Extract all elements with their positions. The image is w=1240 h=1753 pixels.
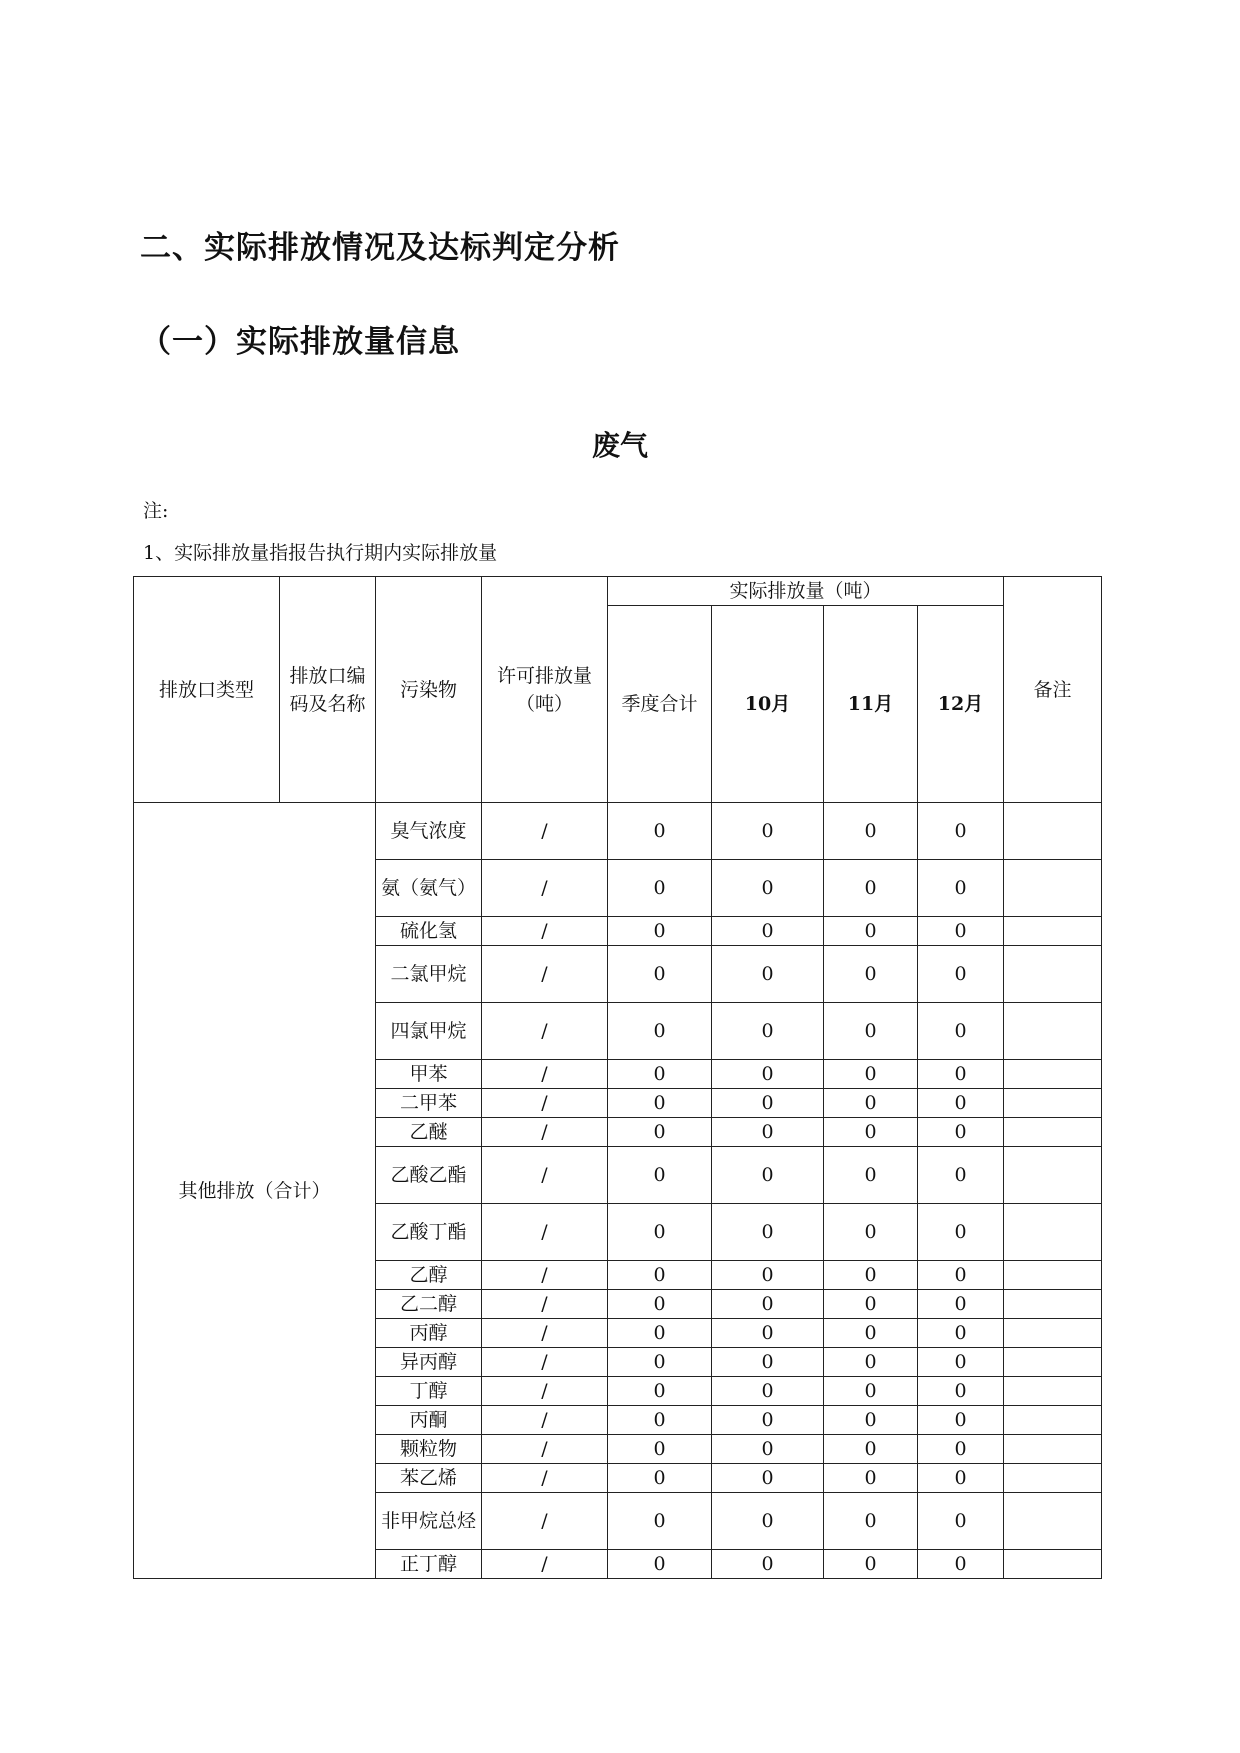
subsection-title: （一）实际排放量信息 <box>140 324 460 360</box>
month-12-cell: 0 <box>918 946 1004 1003</box>
permitted-cell: / <box>482 1493 608 1550</box>
quarter-total-cell: 0 <box>608 1089 712 1118</box>
pollutant-cell: 丙醇 <box>376 1319 482 1348</box>
remarks-cell <box>1004 917 1102 946</box>
section-title: 二、实际排放情况及达标判定分析 <box>140 230 620 266</box>
emissions-table <box>133 576 1102 1579</box>
quarter-total-cell: 0 <box>608 1319 712 1348</box>
remarks-cell <box>1004 1147 1102 1204</box>
remarks-cell <box>1004 1118 1102 1147</box>
month-11-cell: 0 <box>824 803 918 860</box>
month-11-cell: 0 <box>824 1290 918 1319</box>
month-11-cell: 0 <box>824 1435 918 1464</box>
month-12-cell: 0 <box>918 860 1004 917</box>
note-label: 注: <box>143 500 169 522</box>
month-12-cell: 0 <box>918 1493 1004 1550</box>
month-11-cell: 0 <box>824 1406 918 1435</box>
header-pollutant: 污染物 <box>376 577 482 803</box>
month-11-cell: 0 <box>824 1348 918 1377</box>
note-line-1: 1、实际排放量指报告执行期内实际排放量 <box>143 542 498 564</box>
remarks-cell <box>1004 1550 1102 1579</box>
remarks-cell <box>1004 1406 1102 1435</box>
month-11-cell: 0 <box>824 1003 918 1060</box>
pollutant-cell: 苯乙烯 <box>376 1464 482 1493</box>
month-12-cell: 0 <box>918 1348 1004 1377</box>
month-11-cell: 0 <box>824 1550 918 1579</box>
quarter-total-cell: 0 <box>608 1464 712 1493</box>
month-10-cell: 0 <box>712 1204 824 1261</box>
month-12-cell: 0 <box>918 1435 1004 1464</box>
permitted-cell: / <box>482 1290 608 1319</box>
month-12-cell: 0 <box>918 1290 1004 1319</box>
pollutant-cell: 丁醇 <box>376 1377 482 1406</box>
month-10-cell: 0 <box>712 1290 824 1319</box>
remarks-cell <box>1004 1377 1102 1406</box>
month-10-cell: 0 <box>712 1003 824 1060</box>
permitted-cell: / <box>482 1319 608 1348</box>
remarks-cell <box>1004 1003 1102 1060</box>
quarter-total-cell: 0 <box>608 946 712 1003</box>
month-10-cell: 0 <box>712 1493 824 1550</box>
permitted-cell: / <box>482 1118 608 1147</box>
pollutant-cell: 甲苯 <box>376 1060 482 1089</box>
quarter-total-cell: 0 <box>608 1118 712 1147</box>
quarter-total-cell: 0 <box>608 1060 712 1089</box>
month-12-cell: 0 <box>918 1060 1004 1089</box>
pollutant-cell: 乙二醇 <box>376 1290 482 1319</box>
permitted-cell: / <box>482 1089 608 1118</box>
remarks-cell <box>1004 946 1102 1003</box>
quarter-total-cell: 0 <box>608 1290 712 1319</box>
month-10-cell: 0 <box>712 860 824 917</box>
header-month-10: 10月 <box>712 606 824 803</box>
month-10-cell: 0 <box>712 1464 824 1493</box>
table-body <box>134 803 1102 1579</box>
month-10-cell: 0 <box>712 1089 824 1118</box>
permitted-cell: / <box>482 946 608 1003</box>
quarter-total-cell: 0 <box>608 860 712 917</box>
month-11-cell: 0 <box>824 1089 918 1118</box>
remarks-cell <box>1004 1204 1102 1261</box>
month-10-cell: 0 <box>712 1550 824 1579</box>
month-12-cell: 0 <box>918 1319 1004 1348</box>
quarter-total-cell: 0 <box>608 1550 712 1579</box>
remarks-cell <box>1004 1319 1102 1348</box>
quarter-total-cell: 0 <box>608 1261 712 1290</box>
table-title: 废气 <box>591 429 648 462</box>
month-10-cell: 0 <box>712 1435 824 1464</box>
month-11-cell: 0 <box>824 860 918 917</box>
pollutant-cell: 二氯甲烷 <box>376 946 482 1003</box>
month-10-cell: 0 <box>712 946 824 1003</box>
month-12-cell: 0 <box>918 1118 1004 1147</box>
permitted-cell: / <box>482 860 608 917</box>
month-10-cell: 0 <box>712 803 824 860</box>
month-10-cell: 0 <box>712 1319 824 1348</box>
header-remarks: 备注 <box>1004 577 1102 803</box>
permitted-cell: / <box>482 1464 608 1493</box>
pollutant-cell: 丙酮 <box>376 1406 482 1435</box>
month-11-cell: 0 <box>824 1493 918 1550</box>
quarter-total-cell: 0 <box>608 1377 712 1406</box>
permitted-cell: / <box>482 917 608 946</box>
pollutant-cell: 氨（氨气） <box>376 860 482 917</box>
month-12-cell: 0 <box>918 1147 1004 1204</box>
month-12-cell: 0 <box>918 1003 1004 1060</box>
remarks-cell <box>1004 1464 1102 1493</box>
pollutant-cell: 非甲烷总烃 <box>376 1493 482 1550</box>
permitted-cell: / <box>482 1550 608 1579</box>
month-11-cell: 0 <box>824 1377 918 1406</box>
month-10-cell: 0 <box>712 1147 824 1204</box>
month-12-cell: 0 <box>918 1464 1004 1493</box>
month-11-cell: 0 <box>824 1464 918 1493</box>
month-10-cell: 0 <box>712 1377 824 1406</box>
permitted-cell: / <box>482 1377 608 1406</box>
month-11-cell: 0 <box>824 917 918 946</box>
month-11-cell: 0 <box>824 1319 918 1348</box>
quarter-total-cell: 0 <box>608 1204 712 1261</box>
header-permitted: 许可排放量（吨） <box>482 577 608 803</box>
month-12-cell: 0 <box>918 1550 1004 1579</box>
pollutant-cell: 乙醇 <box>376 1261 482 1290</box>
remarks-cell <box>1004 1348 1102 1377</box>
pollutant-cell: 二甲苯 <box>376 1089 482 1118</box>
month-12-cell: 0 <box>918 1377 1004 1406</box>
permitted-cell: / <box>482 1060 608 1089</box>
header-month-12: 12月 <box>918 606 1004 803</box>
outlet-type-cell: 其他排放（合计） <box>134 803 376 1579</box>
remarks-cell <box>1004 1493 1102 1550</box>
month-12-cell: 0 <box>918 1261 1004 1290</box>
pollutant-cell: 四氯甲烷 <box>376 1003 482 1060</box>
remarks-cell <box>1004 1089 1102 1118</box>
pollutant-cell: 异丙醇 <box>376 1348 482 1377</box>
permitted-cell: / <box>482 1003 608 1060</box>
quarter-total-cell: 0 <box>608 1435 712 1464</box>
pollutant-cell: 臭气浓度 <box>376 803 482 860</box>
month-10-cell: 0 <box>712 1348 824 1377</box>
month-11-cell: 0 <box>824 1204 918 1261</box>
header-quarter-total: 季度合计 <box>608 606 712 803</box>
month-12-cell: 0 <box>918 1406 1004 1435</box>
month-10-cell: 0 <box>712 917 824 946</box>
permitted-cell: / <box>482 1261 608 1290</box>
month-10-cell: 0 <box>712 1406 824 1435</box>
month-10-cell: 0 <box>712 1261 824 1290</box>
remarks-cell <box>1004 1435 1102 1464</box>
quarter-total-cell: 0 <box>608 803 712 860</box>
pollutant-cell: 正丁醇 <box>376 1550 482 1579</box>
month-10-cell: 0 <box>712 1118 824 1147</box>
quarter-total-cell: 0 <box>608 1003 712 1060</box>
remarks-cell <box>1004 860 1102 917</box>
pollutant-cell: 颗粒物 <box>376 1435 482 1464</box>
quarter-total-cell: 0 <box>608 1348 712 1377</box>
permitted-cell: / <box>482 1204 608 1261</box>
remarks-cell <box>1004 1290 1102 1319</box>
quarter-total-cell: 0 <box>608 917 712 946</box>
pollutant-cell: 乙醚 <box>376 1118 482 1147</box>
month-12-cell: 0 <box>918 1204 1004 1261</box>
header-month-11: 11月 <box>824 606 918 803</box>
permitted-cell: / <box>482 1147 608 1204</box>
month-11-cell: 0 <box>824 1118 918 1147</box>
month-11-cell: 0 <box>824 1060 918 1089</box>
header-outlet-code: 排放口编码及名称 <box>280 577 376 803</box>
header-outlet-type: 排放口类型 <box>134 577 280 803</box>
table-row <box>134 803 1102 860</box>
remarks-cell <box>1004 1060 1102 1089</box>
month-12-cell: 0 <box>918 803 1004 860</box>
permitted-cell: / <box>482 1435 608 1464</box>
month-12-cell: 0 <box>918 1089 1004 1118</box>
permitted-cell: / <box>482 1348 608 1377</box>
pollutant-cell: 硫化氢 <box>376 917 482 946</box>
month-10-cell: 0 <box>712 1060 824 1089</box>
quarter-total-cell: 0 <box>608 1493 712 1550</box>
remarks-cell <box>1004 803 1102 860</box>
pollutant-cell: 乙酸丁酯 <box>376 1204 482 1261</box>
month-11-cell: 0 <box>824 946 918 1003</box>
pollutant-cell: 乙酸乙酯 <box>376 1147 482 1204</box>
permitted-cell: / <box>482 803 608 860</box>
month-11-cell: 0 <box>824 1261 918 1290</box>
month-11-cell: 0 <box>824 1147 918 1204</box>
remarks-cell <box>1004 1261 1102 1290</box>
quarter-total-cell: 0 <box>608 1147 712 1204</box>
permitted-cell: / <box>482 1406 608 1435</box>
header-actual-group: 实际排放量（吨） <box>608 577 1004 606</box>
month-12-cell: 0 <box>918 917 1004 946</box>
quarter-total-cell: 0 <box>608 1406 712 1435</box>
